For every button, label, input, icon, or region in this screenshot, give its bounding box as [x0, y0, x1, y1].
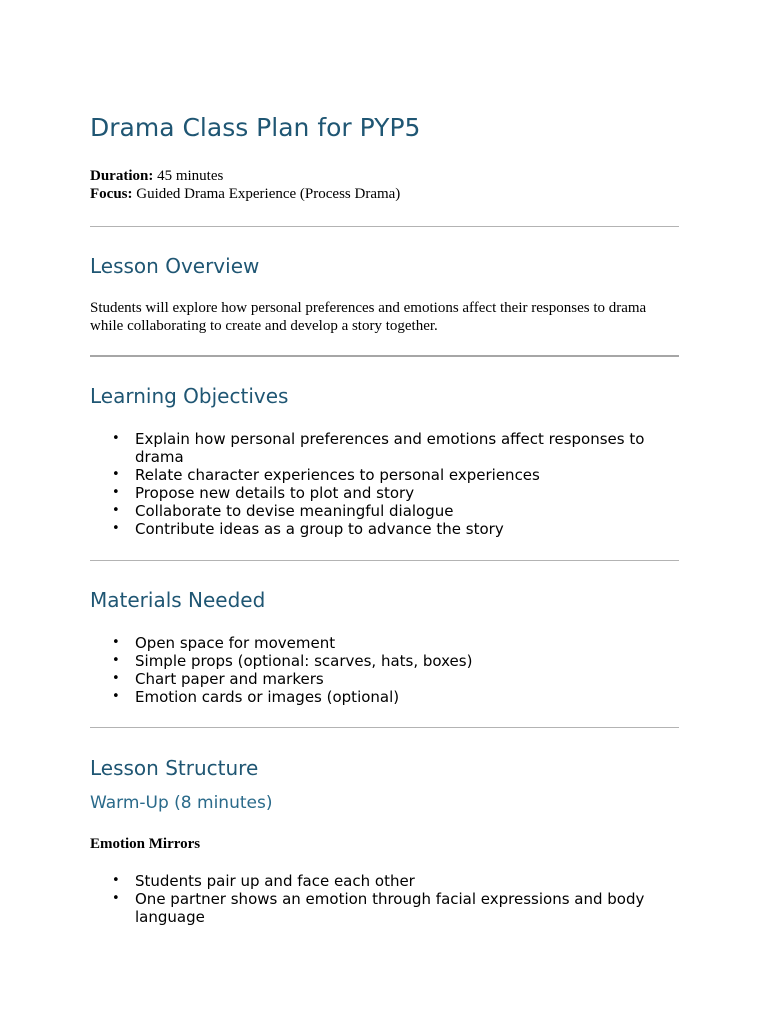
section-heading-materials: Materials Needed [90, 588, 266, 612]
list-item-text: One partner shows an emotion through facial expressions and body language [135, 890, 645, 926]
list-item-text: Open space for movement [135, 634, 336, 652]
objectives-list [90, 430, 679, 538]
list-item-text: Emotion cards or images (optional) [135, 688, 400, 706]
focus-line [90, 186, 400, 203]
list-item [90, 430, 679, 466]
list-item [90, 890, 679, 926]
list-item [90, 872, 679, 890]
divider [90, 560, 679, 561]
divider [90, 355, 679, 357]
overview-paragraph: Students will explore how personal preferences and emotions affect their responses to drama while collaborating to create and develop a story together. [90, 300, 647, 334]
list-item-text: Students pair up and face each other [135, 872, 415, 890]
list-item-text: Propose new details to plot and story [135, 484, 415, 502]
duration-label: Duration: [90, 168, 154, 184]
warmup-list [90, 872, 679, 926]
bullet-icon: • [112, 653, 120, 668]
focus-label: Focus: [90, 186, 133, 202]
divider [90, 727, 679, 728]
bullet-icon: • [112, 873, 120, 888]
list-item [90, 520, 679, 538]
list-item [90, 484, 679, 502]
list-item [90, 634, 679, 652]
list-item [90, 688, 679, 706]
list-item [90, 652, 679, 670]
list-item [90, 670, 679, 688]
bullet-icon: • [112, 671, 120, 686]
list-item-text: Simple props (optional: scarves, hats, boxes) [135, 652, 473, 670]
bullet-icon: • [112, 503, 120, 518]
list-item [90, 502, 679, 520]
list-item-text: Contribute ideas as a group to advance the story [135, 520, 504, 538]
bullet-icon: • [112, 467, 120, 482]
section-heading-structure: Lesson Structure [90, 756, 259, 780]
warmup-heading: Warm-Up (8 minutes) [90, 793, 273, 813]
focus-value: Guided Drama Experience (Process Drama) [136, 186, 401, 202]
bullet-icon: • [112, 689, 120, 704]
materials-list [90, 634, 679, 706]
list-item-text: Relate character experiences to personal experiences [135, 466, 540, 484]
bullet-icon: • [112, 635, 120, 650]
list-item-text: Explain how personal preferences and emotions affect responses to drama [135, 430, 645, 466]
bullet-icon: • [112, 891, 120, 906]
list-item [90, 466, 679, 484]
duration-value: 45 minutes [157, 168, 224, 184]
section-heading-objectives: Learning Objectives [90, 384, 289, 408]
duration-line [90, 168, 223, 185]
section-heading-overview: Lesson Overview [90, 254, 260, 278]
page-title: Drama Class Plan for PYP5 [90, 113, 421, 142]
bullet-icon: • [112, 485, 120, 500]
divider [90, 226, 679, 227]
activity-title: Emotion Mirrors [90, 836, 201, 852]
bullet-icon: • [112, 431, 120, 446]
list-item-text: Chart paper and markers [135, 670, 324, 688]
list-item-text: Collaborate to devise meaningful dialogue [135, 502, 454, 520]
bullet-icon: • [112, 521, 120, 536]
